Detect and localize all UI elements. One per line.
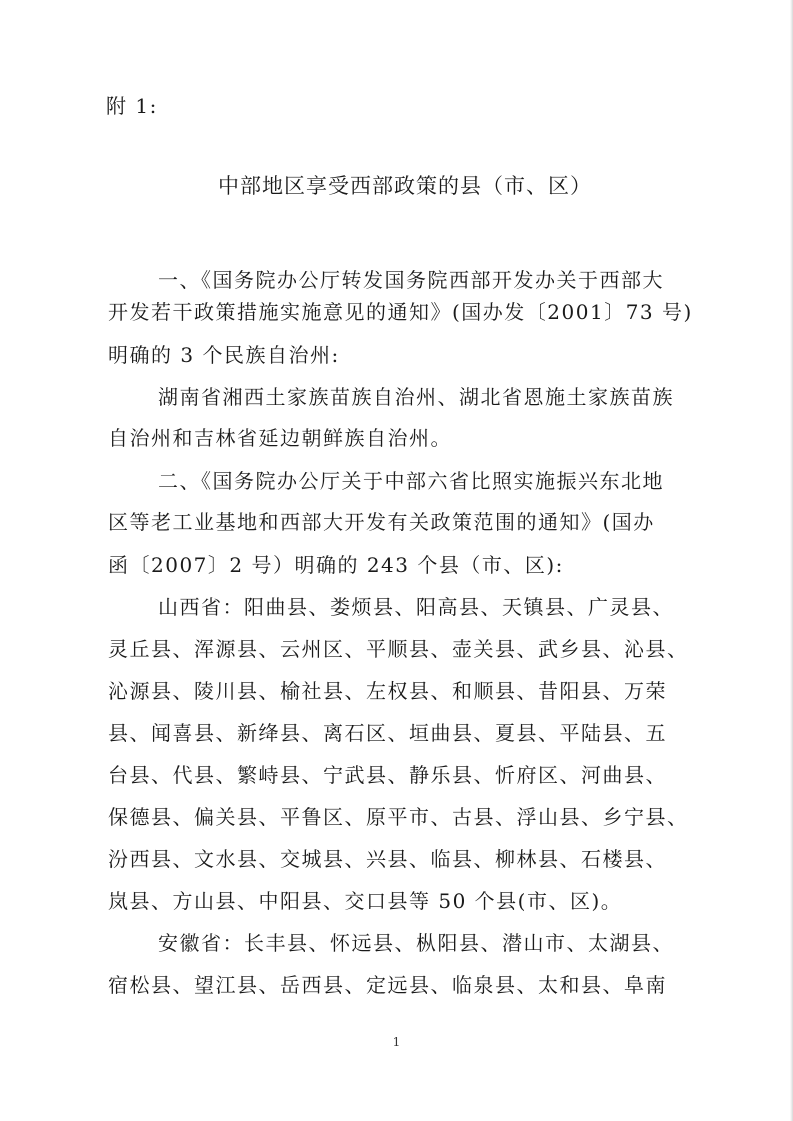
paragraph-line: 汾西县、文水县、交城县、兴县、临县、柳林县、石楼县、 — [108, 847, 667, 871]
paragraph-line: 区等老工业基地和西部大开发有关政策范围的通知》(国办 — [108, 510, 655, 534]
paragraph-line: 保德县、偏关县、平鲁区、原平市、古县、浮山县、乡宁县、 — [108, 805, 689, 829]
paragraph-line: 台县、代县、繁峙县、宁武县、静乐县、忻府区、河曲县、 — [108, 763, 667, 787]
paragraph-line: 灵丘县、浑源县、云州区、平顺县、壶关县、武乡县、沁县、 — [108, 637, 689, 661]
paragraph-line: 开发若干政策措施实施意见的通知》(国办发〔2001〕73 号) — [108, 300, 693, 324]
paragraph-line: 二、《国务院办公厅关于中部六省比照实施振兴东北地 — [158, 469, 664, 493]
attachment-label: 附 1: — [106, 94, 158, 118]
paragraph-line: 自治州和吉林省延边朝鲜族自治州。 — [108, 426, 452, 450]
paragraph-line: 安徽省：长丰县、怀远县、枞阳县、潜山市、太湖县、 — [158, 931, 674, 955]
paragraph-line: 山西省：阳曲县、娄烦县、阳高县、天镇县、广灵县、 — [158, 595, 674, 619]
paragraph-line: 函〔2007〕2 号）明确的 243 个县（市、区): — [108, 553, 564, 577]
page-number: 1 — [392, 1035, 401, 1049]
paragraph-line: 一、《国务院办公厅转发国务院西部开发办关于西部大 — [158, 268, 664, 292]
paragraph-line: 明确的 3 个民族自治州: — [108, 343, 340, 367]
paragraph-line: 宿松县、望江县、岳西县、定远县、临泉县、太和县、阜南 — [108, 973, 667, 997]
paragraph-line: 县、闻喜县、新绛县、离石区、垣曲县、夏县、平陆县、五 — [108, 721, 667, 745]
paragraph-line: 岚县、方山县、中阳县、交口县等 50 个县(市、区)。 — [108, 889, 623, 913]
page-title: 中部地区享受西部政策的县（市、区） — [218, 174, 592, 198]
paragraph-line: 沁源县、陵川县、榆社县、左权县、和顺县、昔阳县、万荣 — [108, 679, 667, 703]
paragraph-line: 湖南省湘西土家族苗族自治州、湖北省恩施土家族苗族 — [158, 385, 674, 409]
